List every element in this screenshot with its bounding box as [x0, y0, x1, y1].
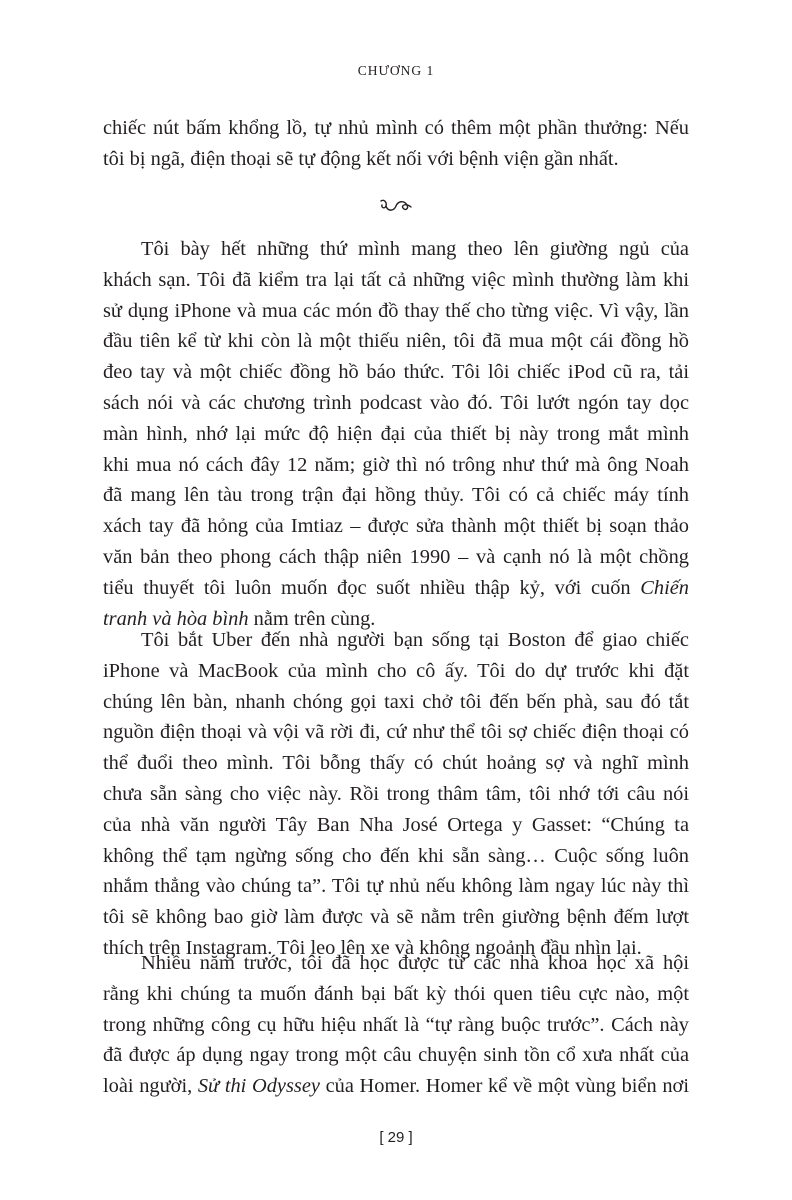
- text-line: [103, 1071, 689, 1102]
- text-line: khách sạn. Tôi đã kiểm tra lại tất cả những việc mình thường làm khi: [103, 268, 689, 291]
- text-line: chưa sẵn sàng cho việc này. Rồi trong thâm tâm, tôi nhớ tới câu nói: [103, 782, 689, 805]
- text-line: đã mang lên tàu trong trận đại hồng thủy. Tôi có cả chiếc máy tính: [103, 484, 689, 507]
- text-line: nguồn điện thoại và vội vã rời đi, cứ như thể tôi sợ chiếc điện thoại có: [103, 721, 689, 744]
- text-line: Nhiều năm trước, tôi đã học được từ các nhà khoa học xã hội: [141, 952, 689, 974]
- paragraph-2: [103, 625, 689, 964]
- text-fragment: nằm trên cùng.: [248, 607, 376, 630]
- book-title-italic: tranh và hòa bình: [103, 607, 249, 630]
- text-line: Tôi bắt Uber đến nhà người bạn sống tại Boston để giao chiếc: [141, 629, 689, 651]
- text-line: nhắm thẳng vào chúng ta”. Tôi tự nhủ nếu không làm ngay lúc này thì: [103, 875, 689, 898]
- text-line: của nhà văn người Tây Ban Nha José Ortega y Gasset: “Chúng ta: [103, 813, 689, 836]
- text-fragment: tiểu thuyết tôi luôn muốn đọc suốt nhiều thập kỷ, với cuốn: [103, 576, 641, 599]
- text-line: thích trên Instagram. Tôi leo lên xe và không ngoảnh đầu nhìn lại.: [103, 936, 642, 959]
- text-line: Tôi bày hết những thứ mình mang theo lên giường ngủ của: [141, 238, 689, 260]
- text-line: xách tay đã hỏng của Imtiaz – được sửa thành một thiết bị soạn thảo: [103, 515, 689, 538]
- text-line: rằng khi chúng ta muốn đánh bại bất kỳ thói quen tiêu cực nào, một: [103, 982, 689, 1005]
- paragraph-1: [103, 234, 689, 634]
- continuation-paragraph: [103, 113, 689, 175]
- text-line: thể đuổi theo mình. Tôi bỗng thấy có chút hoảng sợ và nghĩ mình: [103, 752, 689, 775]
- text-line: trong những công cụ hữu hiệu nhất là “tự ràng buộc trước”. Cách này: [103, 1013, 689, 1036]
- text-line: khi mua nó cách đây 12 năm; giờ thì nó trông như thứ mà ông Noah: [103, 453, 689, 476]
- text-fragment: loài người,: [103, 1075, 198, 1098]
- swash-ornament-icon: [0, 196, 792, 221]
- text-line: [103, 573, 689, 604]
- text-line: văn bản theo phong cách thập niên 1990 – và cạnh nó là một chồng: [103, 545, 689, 568]
- text-line: không thể tạm ngừng sống cho đến khi sẵn sàng… Cuộc sống luôn: [103, 844, 689, 867]
- text-line: đã được áp dụng ngay trong một câu chuyện sinh tồn cổ xưa nhất của: [103, 1044, 689, 1067]
- book-title-italic: Sử thi Odyssey: [197, 1075, 320, 1098]
- text-line: đeo tay và một chiếc đồng hồ báo thức. Tôi lôi chiếc iPod cũ ra, tải: [103, 361, 689, 384]
- text-line: iPhone và MacBook của mình cho cô ấy. Tôi do dự trước khi đặt: [103, 659, 689, 682]
- running-header: CHƯƠNG 1: [357, 63, 435, 78]
- text-line: đầu tiên kể từ khi còn là một thiếu niên, tôi đã mua một cái đồng hồ: [103, 330, 689, 353]
- text-line: sử dụng iPhone và mua các món đồ thay thế cho từng việc. Vì vậy, lần: [103, 299, 689, 322]
- text-line: màn hình, nhớ lại mức độ hiện đại của thiết bị này trong mắt mình: [103, 422, 689, 445]
- book-title-italic: Chiến: [640, 576, 689, 599]
- text-fragment: của Homer. Homer kể về một vùng biển nơi: [319, 1075, 689, 1098]
- paragraph-3: [103, 948, 689, 1102]
- text-line: sách nói và các chương trình podcast vào đó. Tôi lướt ngón tay dọc: [103, 391, 689, 414]
- page-number: [ 29 ]: [379, 1129, 413, 1146]
- text-line: chúng lên bàn, nhanh chóng gọi taxi chở tôi đến bến phà, sau đó tắt: [103, 690, 689, 713]
- text-line: tôi bị ngã, điện thoại sẽ tự động kết nối với bệnh viện gần nhất.: [103, 147, 619, 170]
- text-line: chiếc nút bấm khổng lồ, tự nhủ mình có thêm một phần thưởng: Nếu: [103, 117, 689, 139]
- text-line: tôi sẽ không bao giờ làm được và sẽ nằm trên giường bệnh đếm lượt: [103, 906, 689, 929]
